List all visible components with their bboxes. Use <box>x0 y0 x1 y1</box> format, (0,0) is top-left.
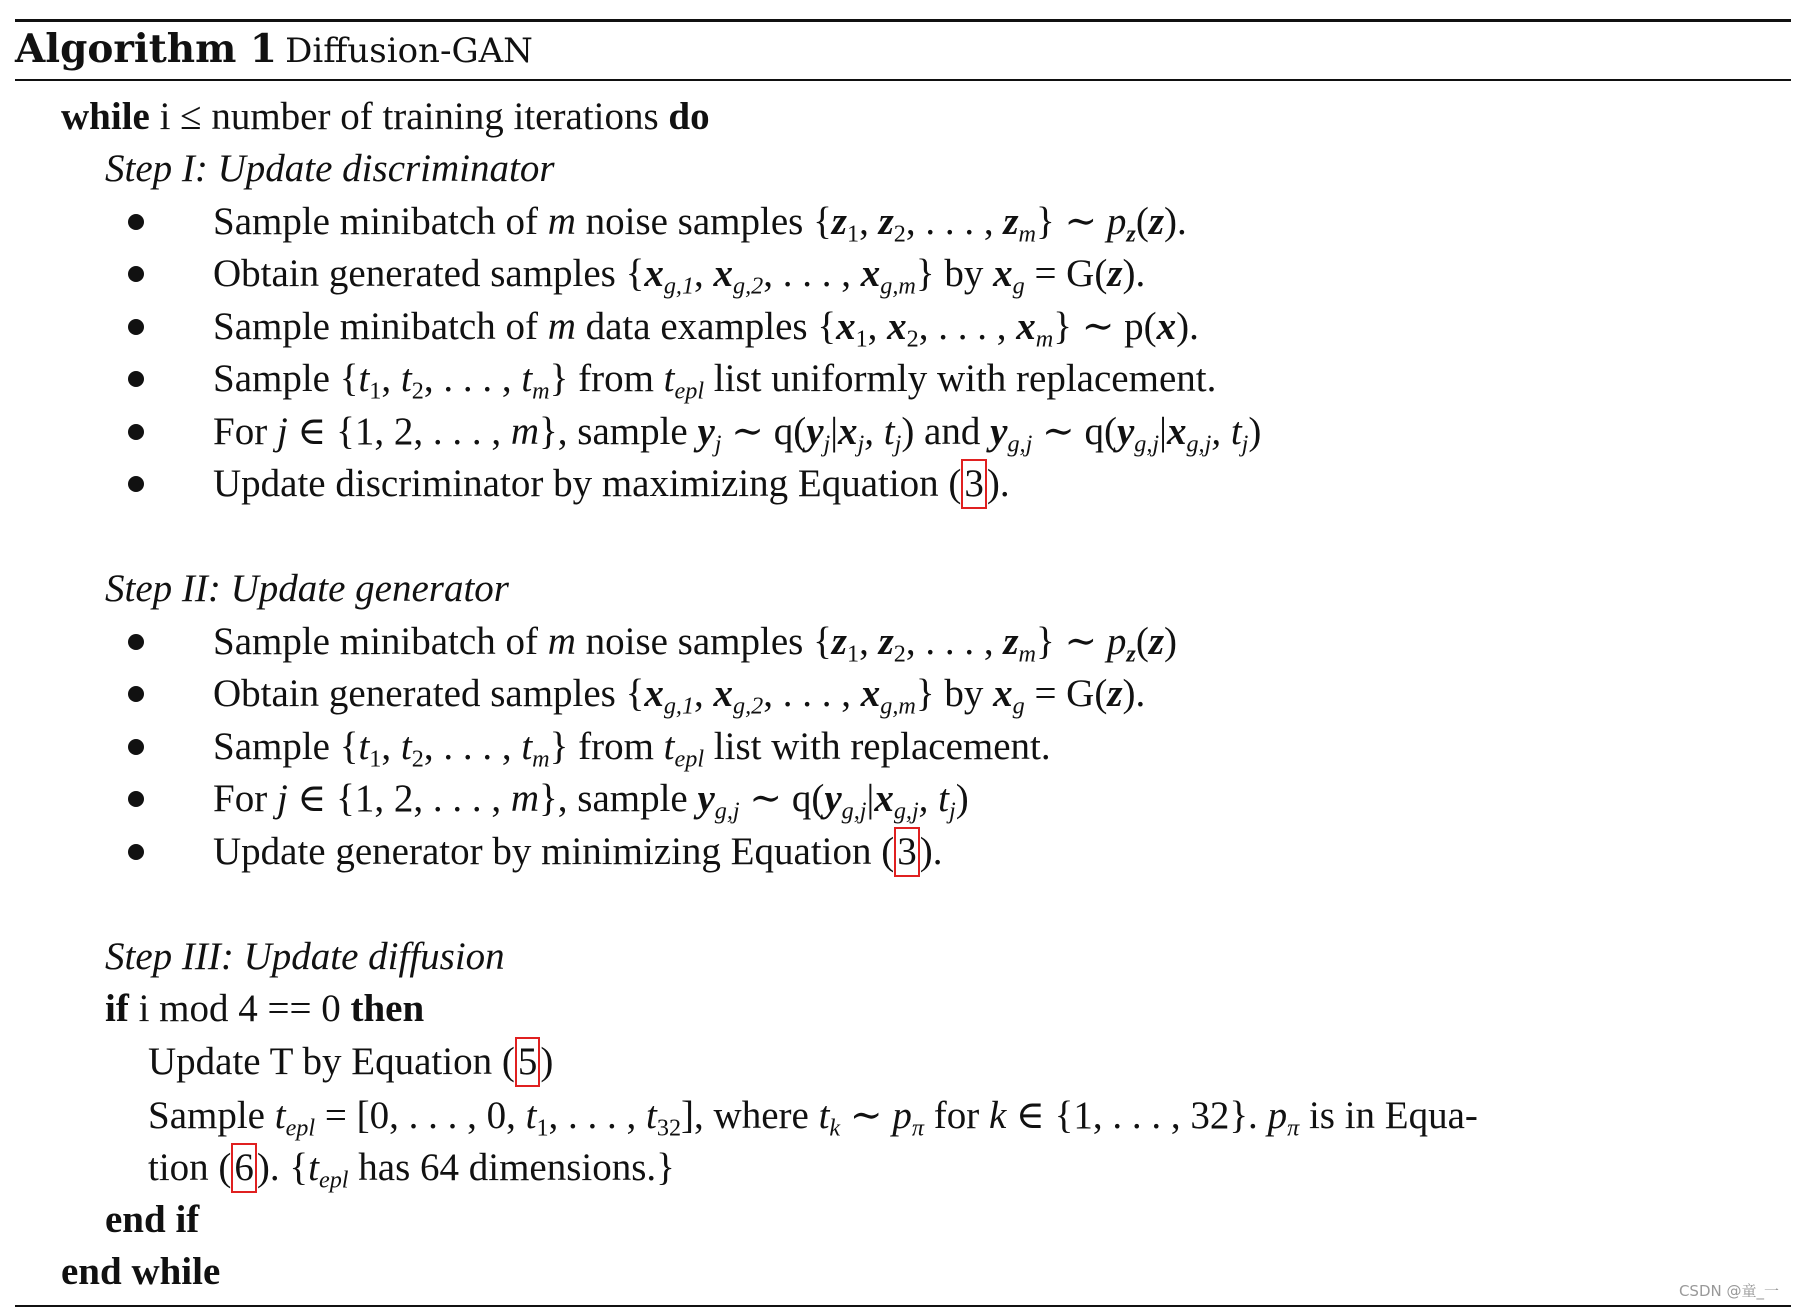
bullet-icon <box>128 371 144 387</box>
step2-item-3: Sample {$t_1$, $t_2$, . . . , $t_m$} from $t_{epl}$ list with replacement. <box>213 725 1051 773</box>
equation-ref-link[interactable]: 3 <box>894 827 920 877</box>
step2-item-5: Update generator by minimizing Equation (3). <box>213 826 942 878</box>
bullet-icon <box>128 634 144 650</box>
step1-item-5: For j ∈ {1, 2, . . . , m}, sample $y_j$ ∼ $q(y_j|x_j$, $t_j$) and $y_{g,j}$ ∼ $q(y_{g,j}|x_{g,j}$, $t_j$) <box>213 410 1262 458</box>
bullet-icon <box>128 214 144 230</box>
equation-ref-link[interactable]: 3 <box>961 459 987 509</box>
step1-item-6: Update discriminator by maximizing Equation (3). <box>213 458 1010 510</box>
step-2-heading: Step II: Update generator <box>105 567 509 610</box>
step1-item-4: Sample {$t_1$, $t_2$, . . . , $t_m$} from $t_{epl}$ list uniformly with replacement. <box>213 357 1217 405</box>
step2-item-2: Obtain generated samples {$x_{g,1}$, $x_{g,2}$, . . . , $x_{g,m}$} by $x_g = G(z)$. <box>213 672 1146 720</box>
update-t-line: Update T by Equation (5) <box>148 1036 553 1088</box>
sample-tepl-line: Sample $t_{epl} = [0$, . . . , 0, $t_1$, . . . , $t_{32}$], where $t_k$ ∼ $p_\pi$ for k ∈ {1, . . . , 32}. $p_\pi$ is in Equa- <box>148 1094 1478 1142</box>
tion-line: tion (6). {$t_{epl}$ has 64 dimensions.} <box>148 1142 675 1194</box>
bullet-icon <box>128 476 144 492</box>
step1-item-3: Sample minibatch of m data examples {$x_1$, $x_2$, . . . , $x_m$} ∼ p(x). <box>213 305 1199 353</box>
if-line: if i mod 4 == 0 then <box>105 987 425 1030</box>
step-3-heading: Step III: Update diffusion <box>105 935 505 978</box>
bottom-rule <box>15 1305 1791 1307</box>
equation-ref-link[interactable]: 6 <box>231 1143 257 1193</box>
bullet-icon <box>128 424 144 440</box>
step2-item-1: Sample minibatch of m noise samples {$z_1$, $z_2$, . . . , $z_m$} ∼ $p_z(z)$ <box>213 620 1178 668</box>
watermark: CSDN @童_一 <box>1678 1282 1779 1300</box>
algorithm-name: Diffusion-GAN <box>285 31 533 71</box>
bullet-icon <box>128 686 144 702</box>
bullet-icon <box>128 739 144 755</box>
end-while: end while <box>61 1250 221 1293</box>
end-if: end if <box>105 1198 200 1241</box>
bullet-icon <box>128 266 144 282</box>
step2-item-4: For j ∈ {1, 2, . . . , m}, sample $y_{g,j}$ ∼ $q(y_{g,j}|x_{g,j}$, $t_j$) <box>213 777 969 825</box>
bullet-icon <box>128 844 144 860</box>
algorithm-label: Algorithm 1 <box>15 26 278 72</box>
step-1-heading: Step I: Update discriminator <box>105 147 555 190</box>
title-rule <box>15 79 1791 81</box>
step1-item-2: Obtain generated samples {$x_{g,1}$, $x_{g,2}$, . . . , $x_{g,m}$} by $x_g = G(z)$. <box>213 252 1146 300</box>
while-line: while i ≤ number of training iterations do <box>61 95 710 138</box>
step1-item-1: Sample minibatch of m noise samples {$z_1$, $z_2$, . . . , $z_m$} ∼ $p_z(z)$. <box>213 200 1187 248</box>
equation-ref-link[interactable]: 5 <box>515 1037 541 1087</box>
algorithm-title <box>15 22 533 78</box>
bullet-icon <box>128 319 144 335</box>
bullet-icon <box>128 791 144 807</box>
